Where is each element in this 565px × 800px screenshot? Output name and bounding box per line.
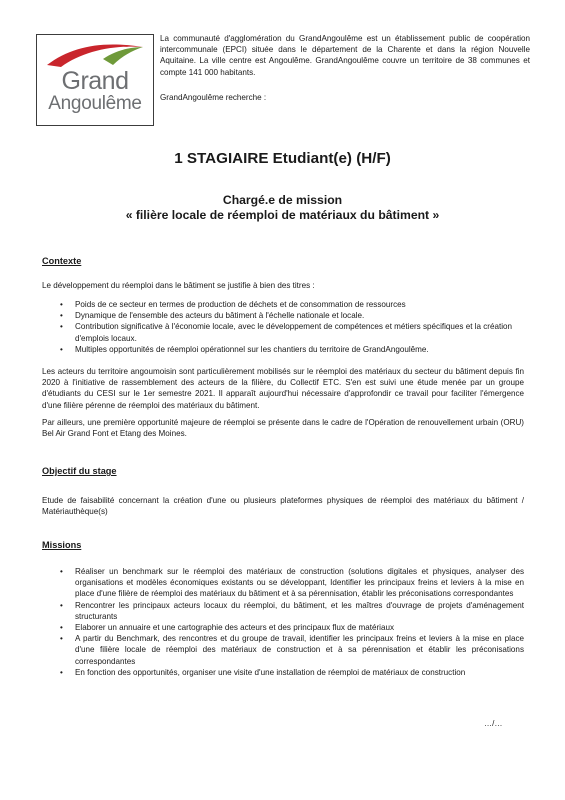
contexte-heading: Contexte (42, 256, 82, 266)
grandangouleme-logo (36, 34, 154, 126)
subtitle-line1: Chargé.e de mission (222, 193, 343, 207)
continuation-mark: …/… (484, 719, 503, 728)
list-item: • Elaborer un annuaire et une cartographie des acteurs et des principaux flux de matériaux (42, 622, 524, 633)
subtitle-line2: « filière locale de réemploi de matériaux du bâtiment » (125, 208, 440, 222)
logo-text-grand: Grand (61, 67, 129, 95)
list-item: • Rencontrer les principaux acteurs locaux du réemploi, du bâtiment, et les maîtres d'ouvrage de projets d'aménagement structurants (42, 600, 524, 622)
contexte-paragraph-1 (42, 366, 524, 411)
objectif-heading: Objectif du stage (42, 466, 117, 476)
intro-block (160, 33, 530, 103)
intro-paragraph: La communauté d'agglomération du GrandAngoulême est un établissement public de coopération intercommunale (EPCI) située dans le département de la Charente et dans la région Nouvelle Aquitaine. La ville centre est Angoulême. GrandAngoulême couvre un territoire de 38 communes et compte 141 000 habitants. (160, 34, 530, 77)
contexte-para1-text: Les acteurs du territoire angoumoisin sont particulièrement mobilisés sur le réemploi des matériaux du secteur du bâtiment depuis fin 2020 à l'initiative de rassemblement des acteurs de la filière, du Collectif ETC. S'en est suivi une étude menée par un groupe d'étudiants du CESI sur le 1er semestre 2021. Il apparaît aujourd'hui nécessaire d'approfondir ce travail pour faciliter l'émergence d'une filière pérenne de réemploi des matériaux du bâtiment. (42, 367, 524, 410)
list-item: • Réaliser un benchmark sur le réemploi des matériaux de construction (solutions digitales et physiques, analyser des organisations et modèles économiques existants ou se développant, Identifier les principaux freins et leviers à la mise en place d'une filière de réemploi des matériaux du bâtiment et à sa pérennisation, établir les préconisations correspondantes (42, 566, 524, 600)
contexte-paragraph-2 (42, 417, 524, 439)
list-item: • A partir du Benchmark, des rencontres et du groupe de travail, identifier les principaux freins et leviers à la mise en place d'une filière locale de réemploi des matériaux de construction et à sa pérennisation et établir les préconisations correspondantes (42, 633, 524, 667)
objectif-text: Etude de faisabilité concernant la création d'une ou plusieurs plateformes physiques de réemploi des matériaux du bâtiment / Matériauthèque(s) (42, 496, 524, 517)
logo-swoosh-icon (43, 39, 147, 69)
list-item: • En fonction des opportunités, organiser une visite d'une installation de réemploi de matériaux de construction (42, 667, 524, 678)
logo-text-angouleme: Angoulême (48, 93, 142, 114)
page-title: 1 STAGIAIRE Etudiant(e) (H/F) (174, 150, 391, 167)
contexte-bullet-list (42, 299, 524, 355)
list-item: • Poids de ce secteur en termes de production de déchets et de consommation de ressources (42, 299, 524, 310)
missions-list (42, 566, 524, 678)
list-item: • Dynamique de l'ensemble des acteurs du bâtiment à l'échelle nationale et locale. (42, 310, 524, 321)
contexte-lead: Le développement du réemploi dans le bâtiment se justifie à bien des titres : (42, 281, 315, 290)
list-item: • Multiples opportunités de réemploi opérationnel sur les chantiers du territoire de GrandAngoulême. (42, 344, 524, 355)
list-item: • Contribution significative à l'économie locale, avec le développement de compétences et métiers spécifiques et la création d'emplois locaux. (42, 321, 524, 343)
contexte-para2-text: Par ailleurs, une première opportunité majeure de réemploi se présente dans le cadre de l'Opération de renouvellement urbain (ORU) Bel Air Grand Font et Etang des Moines. (42, 418, 524, 439)
missions-heading: Missions (42, 540, 82, 550)
intro-recherche: GrandAngoulême recherche : (160, 92, 267, 102)
